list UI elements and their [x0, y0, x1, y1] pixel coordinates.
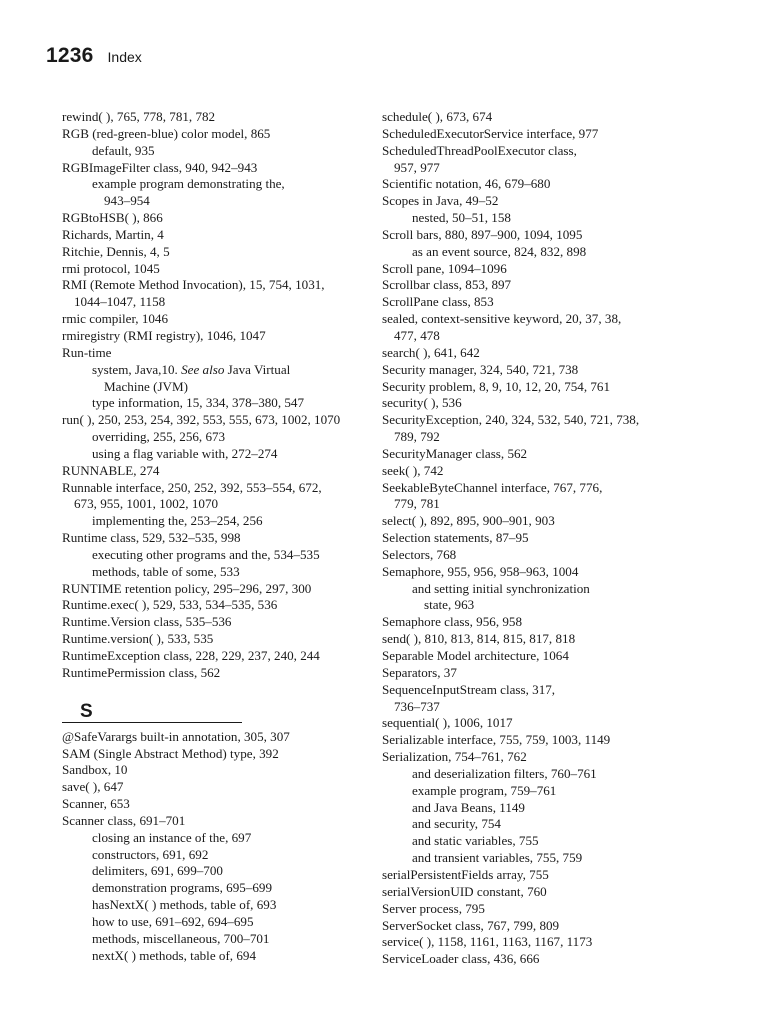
index-subentry: state, 963 — [424, 597, 475, 613]
index-column-left — [62, 109, 362, 965]
index-entry: serialVersionUID constant, 760 — [382, 883, 547, 899]
index-entry: Run-time — [62, 344, 112, 360]
index-subentry: and setting initial synchronization — [412, 580, 590, 596]
index-subentry: and deserialization filters, 760–761 — [412, 765, 597, 781]
index-entry: Runtime class, 529, 532–535, 998 — [62, 530, 241, 546]
section-heading — [62, 700, 242, 723]
index-entry: select( ), 892, 895, 900–901, 903 — [382, 513, 555, 529]
index-entry: Serializable interface, 755, 759, 1003, 1149 — [382, 732, 611, 748]
index-entry: Scroll pane, 1094–1096 — [382, 260, 507, 276]
index-entry: run( ), 250, 253, 254, 392, 553, 555, 673, 1002, 1070 — [62, 412, 341, 428]
index-entry: Runtime.version( ), 533, 535 — [62, 631, 214, 647]
index-subentry: overriding, 255, 256, 673 — [92, 429, 226, 445]
index-entry: RuntimePermission class, 562 — [62, 664, 221, 680]
index-entry: seek( ), 742 — [382, 462, 444, 478]
index-subentry: system, Java,10. See also Java Virtual — [92, 361, 291, 377]
index-entry: 477, 478 — [394, 327, 440, 343]
index-entry: Runnable interface, 250, 252, 392, 553–554, 672, — [62, 479, 322, 495]
index-entry: ServerSocket class, 767, 799, 809 — [382, 917, 560, 933]
index-entry: service( ), 1158, 1161, 1163, 1167, 1173 — [382, 934, 593, 950]
page-number: 1236 — [46, 44, 94, 67]
index-entry: rewind( ), 765, 778, 781, 782 — [62, 109, 216, 124]
index-entry: 736–737 — [394, 698, 440, 714]
index-entry: sequential( ), 1006, 1017 — [382, 715, 513, 731]
index-entry: ScheduledExecutorService interface, 977 — [382, 125, 599, 141]
index-entry: RuntimeException class, 228, 229, 237, 240, 244 — [62, 648, 320, 663]
index-entry: SequenceInputStream class, 317, — [382, 681, 556, 697]
index-subentry: executing other programs and the, 534–535 — [92, 546, 320, 562]
index-entry: Scientific notation, 46, 679–680 — [382, 176, 551, 192]
index-subentry: how to use, 691–692, 694–695 — [92, 913, 254, 929]
index-entry: SecurityException, 240, 324, 532, 540, 721, 738, — [382, 412, 640, 428]
index-subentry: constructors, 691, 692 — [92, 846, 209, 862]
index-entry: 779, 781 — [394, 496, 440, 512]
index-subentry: default, 935 — [92, 142, 155, 158]
index-subentry: example program demonstrating the, — [92, 176, 285, 192]
index-entry: ScheduledThreadPoolExecutor class, — [382, 142, 577, 158]
index-entry: Scanner class, 691–701 — [62, 812, 186, 828]
index-subentry: Machine (JVM) — [104, 378, 188, 394]
index-column-right — [382, 109, 727, 968]
index-entry: security( ), 536 — [382, 395, 462, 411]
index-entry: Server process, 795 — [382, 900, 485, 916]
running-head: Index — [107, 49, 142, 65]
index-entry: Runtime.Version class, 535–536 — [62, 614, 232, 630]
index-subentry: using a flag variable with, 272–274 — [92, 445, 278, 461]
index-subentry: methods, table of some, 533 — [92, 563, 240, 579]
index-entry: serialPersistentFields array, 755 — [382, 866, 549, 882]
index-entry: Security manager, 324, 540, 721, 738 — [382, 361, 579, 377]
index-entry: rmic compiler, 1046 — [62, 311, 169, 327]
index-subentry: nested, 50–51, 158 — [412, 210, 511, 226]
index-entry: save( ), 647 — [62, 779, 124, 795]
index-entry: @SafeVarargs built-in annotation, 305, 307 — [62, 728, 290, 744]
index-entry: rmi protocol, 1045 — [62, 260, 160, 276]
index-entry: Scanner, 653 — [62, 796, 130, 812]
index-subentry: closing an instance of the, 697 — [92, 829, 252, 845]
index-subentry: type information, 15, 334, 378–380, 547 — [92, 395, 305, 411]
index-subentry: demonstration programs, 695–699 — [92, 880, 273, 896]
index-entry: send( ), 810, 813, 814, 815, 817, 818 — [382, 631, 576, 647]
index-subentry: 943–954 — [104, 193, 150, 209]
index-entry: sealed, context-sensitive keyword, 20, 37, 38, — [382, 311, 622, 327]
index-subentry: and Java Beans, 1149 — [412, 799, 525, 815]
index-entry: 789, 792 — [394, 429, 440, 445]
index-entry: Selectors, 768 — [382, 546, 457, 562]
index-entry: SecurityManager class, 562 — [382, 445, 528, 461]
section-letter: S — [80, 700, 93, 722]
index-entry: 673, 955, 1001, 1002, 1070 — [74, 496, 219, 512]
index-entry: Runtime.exec( ), 529, 533, 534–535, 536 — [62, 597, 278, 613]
index-entry: 957, 977 — [394, 159, 440, 175]
index-subentry: hasNextX( ) methods, table of, 693 — [92, 897, 277, 913]
index-entry: RMI (Remote Method Invocation), 15, 754, 1031, — [62, 277, 325, 293]
index-entry: RUNTIME retention policy, 295–296, 297, 300 — [62, 580, 312, 596]
index-subentry: as an event source, 824, 832, 898 — [412, 243, 587, 259]
index-entry: Security problem, 8, 9, 10, 12, 20, 754, 761 — [382, 378, 611, 394]
index-entry: ServiceLoader class, 436, 666 — [382, 951, 540, 967]
index-entry: ScrollPane class, 853 — [382, 294, 494, 310]
index-entry: Scopes in Java, 49–52 — [382, 193, 499, 209]
index-entry: RGB (red-green-blue) color model, 865 — [62, 125, 271, 141]
index-entry: Serialization, 754–761, 762 — [382, 749, 527, 765]
index-subentry: implementing the, 253–254, 256 — [92, 513, 263, 529]
index-entry: search( ), 641, 642 — [382, 344, 480, 360]
index-entry: RGBtoHSB( ), 866 — [62, 210, 163, 226]
index-entry: Scrollbar class, 853, 897 — [382, 277, 512, 293]
index-subentry: delimiters, 691, 699–700 — [92, 863, 223, 879]
index-subentry: and static variables, 755 — [412, 833, 539, 849]
index-entry: Semaphore, 955, 956, 958–963, 1004 — [382, 563, 579, 579]
index-entry: Separators, 37 — [382, 664, 457, 680]
index-subentry: and transient variables, 755, 759 — [412, 850, 583, 866]
index-entry: Semaphore class, 956, 958 — [382, 614, 523, 630]
index-entry: SeekableByteChannel interface, 767, 776, — [382, 479, 603, 495]
index-entry: schedule( ), 673, 674 — [382, 109, 493, 124]
index-entry: SAM (Single Abstract Method) type, 392 — [62, 745, 279, 761]
page-header — [46, 44, 142, 74]
index-subentry: example program, 759–761 — [412, 782, 557, 798]
index-subentry: nextX( ) methods, table of, 694 — [92, 947, 256, 963]
index-subentry: and security, 754 — [412, 816, 501, 832]
index-entry: Selection statements, 87–95 — [382, 530, 529, 546]
index-entry: rmiregistry (RMI registry), 1046, 1047 — [62, 327, 266, 343]
index-subentry: methods, miscellaneous, 700–701 — [92, 930, 270, 946]
index-entry: RUNNABLE, 274 — [62, 462, 160, 478]
index-entry: RGBImageFilter class, 940, 942–943 — [62, 159, 258, 175]
index-entry: Richards, Martin, 4 — [62, 226, 164, 242]
index-entry: 1044–1047, 1158 — [74, 294, 166, 310]
index-entry: Sandbox, 10 — [62, 762, 128, 778]
index-entry: Separable Model architecture, 1064 — [382, 648, 569, 663]
index-entry: Scroll bars, 880, 897–900, 1094, 1095 — [382, 226, 583, 242]
index-entry: Ritchie, Dennis, 4, 5 — [62, 243, 170, 259]
